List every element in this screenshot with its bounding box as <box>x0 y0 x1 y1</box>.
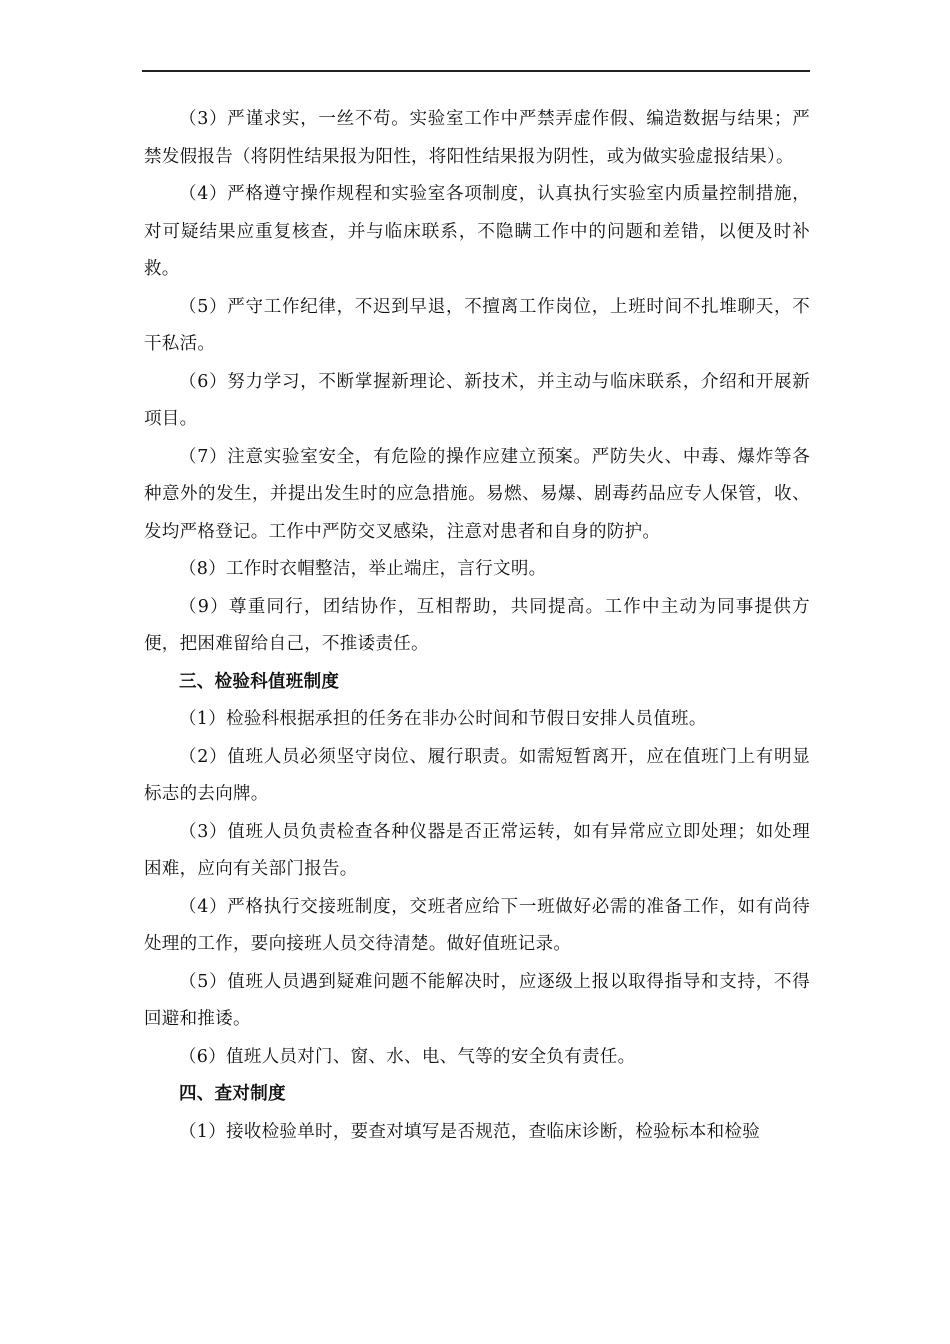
paragraph-conduct-4: （4）严格遵守操作规程和实验室各项制度，认真执行实验室内质量控制措施，对可疑结果应重复核查，并与临床联系，不隐瞒工作中的问题和差错，以便及时补救。 <box>144 184 810 279</box>
paragraph-conduct-5: （5）严守工作纪律，不迟到早退，不擅离工作岗位，上班时间不扎堆聊天，不干私活。 <box>144 296 810 354</box>
paragraph-check-1: （1）接收检验单时，要查对填写是否规范，查临床诊断，检验标本和检验 <box>179 1121 761 1142</box>
paragraph-conduct-7: （7）注意实验室安全，有危险的操作应建立预案。严防失火、中毒、爆炸等各种意外的发生，并提出发生时的应急措施。易燃、易爆、剧毒药品应专人保管，收、发均严格登记。工作中严防交叉感染，注意对患者和自身的防护。 <box>144 446 810 542</box>
paragraph-conduct-3: （3）严谨求实，一丝不苟。实验室工作中严禁弄虚作假、编造数据与结果；严禁发假报告（将阴性结果报为阳性，将阳性结果报为阴性，或为做实验虚报结果）。 <box>144 109 810 167</box>
paragraph-duty-3: （3）值班人员负责检查各种仪器是否正常运转，如有异常应立即处理；如处理困难，应向有关部门报告。 <box>144 821 810 879</box>
section-heading-check: 四、查对制度 <box>179 1084 286 1104</box>
paragraph-conduct-9: （9）尊重同行，团结协作，互相帮助，共同提高。工作中主动为同事提供方便，把困难留给自己，不推诿责任。 <box>144 596 810 654</box>
paragraph-duty-4: （4）严格执行交接班制度，交班者应给下一班做好必需的准备工作，如有尚待处理的工作，要向接班人员交待清楚。做好值班记录。 <box>144 896 810 954</box>
paragraph-duty-6: （6）值班人员对门、窗、水、电、气等的安全负有责任。 <box>179 1046 636 1067</box>
paragraph-duty-1: （1）检验科根据承担的任务在非办公时间和节假日安排人员值班。 <box>179 709 707 729</box>
paragraph-duty-5: （5）值班人员遇到疑难问题不能解决时，应逐级上报以取得指导和支持，不得回避和推诿。 <box>144 971 810 1029</box>
paragraph-conduct-6: （6）努力学习，不断掌握新理论、新技术，并主动与临床联系，介绍和开展新项目。 <box>144 371 810 429</box>
document-body <box>144 101 810 1151</box>
paragraph-duty-2: （2）值班人员必须坚守岗位、履行职责。如需短暂离开，应在值班门上有明显标志的去向牌。 <box>144 746 810 804</box>
section-heading-duty: 三、检验科值班制度 <box>179 671 340 692</box>
header-rule <box>142 70 810 72</box>
paragraph-conduct-8: （8）工作时衣帽整洁，举止端庄，言行文明。 <box>179 559 547 579</box>
